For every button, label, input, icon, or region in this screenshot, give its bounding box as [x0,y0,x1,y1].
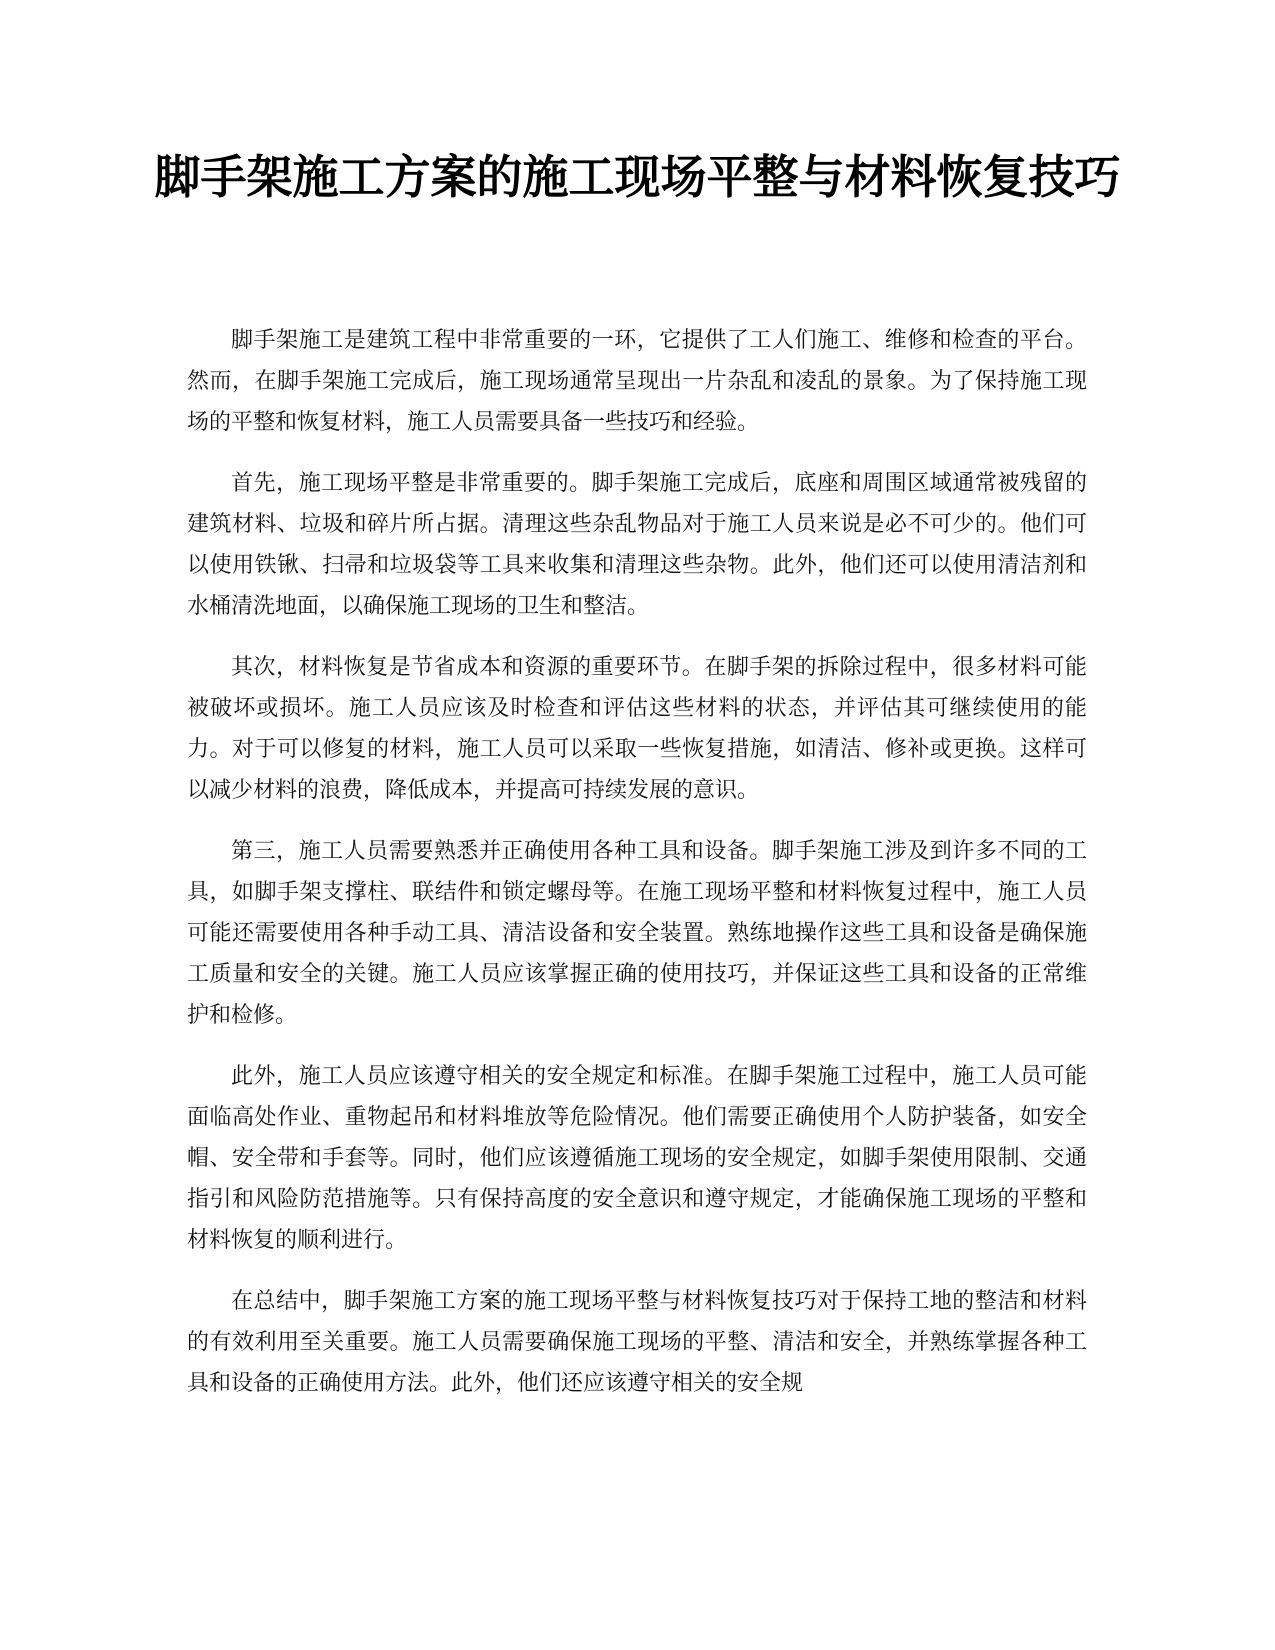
paragraph-6: 在总结中，脚手架施工方案的施工现场平整与材料恢复技巧对于保持工地的整洁和材料的有效利用至关重要。施工人员需要确保施工现场的平整、清洁和安全，并熟练掌握各种工具和设备的正确使用方法。此外，他们还应该遵守相关的安全规 [187,1289,1087,1396]
document-body [187,320,1087,1424]
paragraph-3: 其次，材料恢复是节省成本和资源的重要环节。在脚手架的拆除过程中，很多材料可能被破坏或损坏。施工人员应该及时检查和评估这些材料的状态，并评估其可继续使用的能力。对于可以修复的材料，施工人员可以采取一些恢复措施，如清洁、修补或更换。这样可以减少材料的浪费，降低成本，并提高可持续发展的意识。 [187,655,1087,803]
paragraph-2: 首先，施工现场平整是非常重要的。脚手架施工完成后，底座和周围区域通常被残留的建筑材料、垃圾和碎片所占据。清理这些杂乱物品对于施工人员来说是必不可少的。他们可以使用铁锹、扫帚和垃圾袋等工具来收集和清理这些杂物。此外，他们还可以使用清洁剂和水桶清洗地面，以确保施工现场的卫生和整洁。 [187,471,1087,619]
paragraph-4: 第三，施工人员需要熟悉并正确使用各种工具和设备。脚手架施工涉及到许多不同的工具，如脚手架支撑柱、联结件和锁定螺母等。在施工现场平整和材料恢复过程中，施工人员可能还需要使用各种手动工具、清洁设备和安全装置。熟练地操作这些工具和设备是确保施工质量和安全的关键。施工人员应该掌握正确的使用技巧，并保证这些工具和设备的正常维护和检修。 [187,839,1087,1028]
document-title: 脚手架施工方案的施工现场平整与材料恢复技巧 [154,150,1121,204]
paragraph-1: 脚手架施工是建筑工程中非常重要的一环，它提供了工人们施工、维修和检查的平台。然而，在脚手架施工完成后，施工现场通常呈现出一片杂乱和凌乱的景象。为了保持施工现场的平整和恢复材料，施工人员需要具备一些技巧和经验。 [187,328,1087,435]
paragraph-5: 此外，施工人员应该遵守相关的安全规定和标准。在脚手架施工过程中，施工人员可能面临高处作业、重物起吊和材料堆放等危险情况。他们需要正确使用个人防护装备，如安全帽、安全带和手套等。同时，他们应该遵循施工现场的安全规定，如脚手架使用限制、交通指引和风险防范措施等。只有保持高度的安全意识和遵守规定，才能确保施工现场的平整和材料恢复的顺利进行。 [187,1064,1087,1253]
